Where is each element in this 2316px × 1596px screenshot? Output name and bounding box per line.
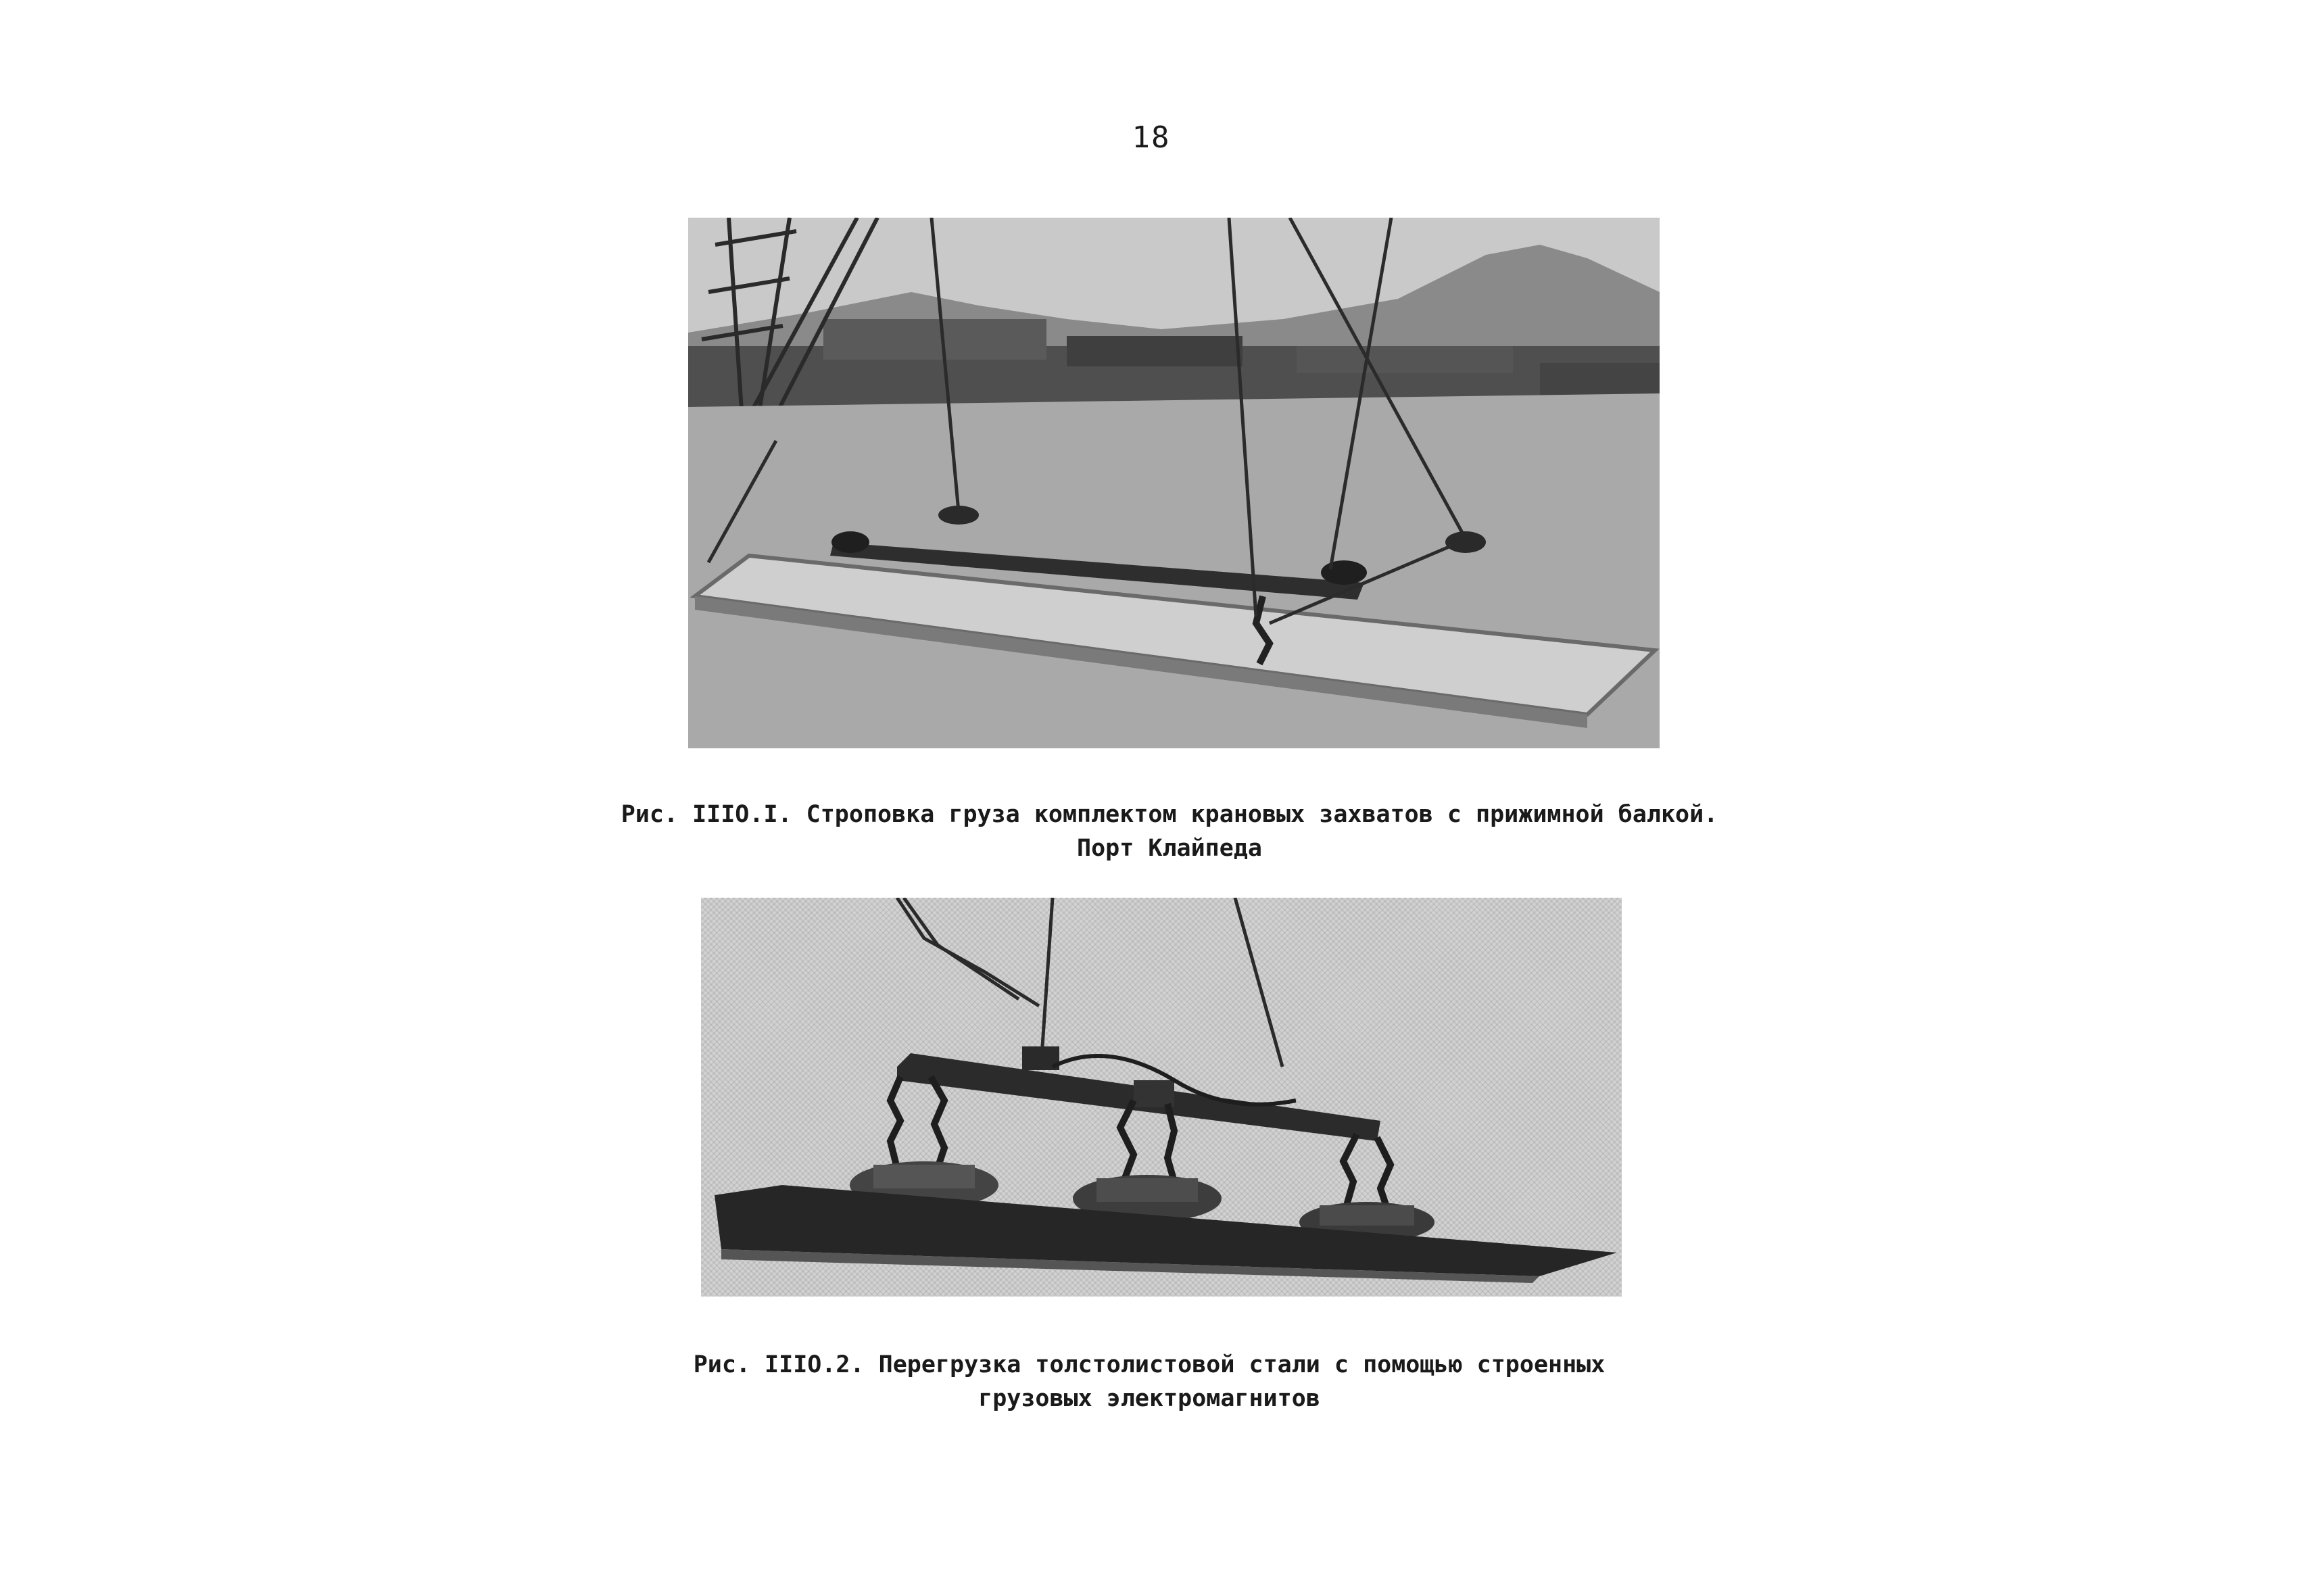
figure-1-caption-line-1: Рис. IIIО.I. Строповка груза комплектом крановых захватов с прижимной балкой. — [621, 801, 1718, 828]
page-number: 18 — [1132, 120, 1171, 155]
figure-2-caption-line-1: Рис. IIIО.2. Перегрузка толстолистовой стали с помощью строенных — [693, 1351, 1606, 1378]
figure-1-caption — [595, 798, 1744, 865]
figure-2-caption-line-2: грузовых электромагнитов — [978, 1385, 1320, 1412]
figure-1-illustration — [688, 218, 1660, 748]
figure-1-caption-line-2: Порт Клайпеда — [1077, 835, 1262, 862]
figure-2-photo — [701, 898, 1622, 1297]
figure-2-illustration — [701, 898, 1622, 1297]
figure-1-photo — [688, 218, 1660, 748]
figure-2-caption — [669, 1348, 1629, 1416]
